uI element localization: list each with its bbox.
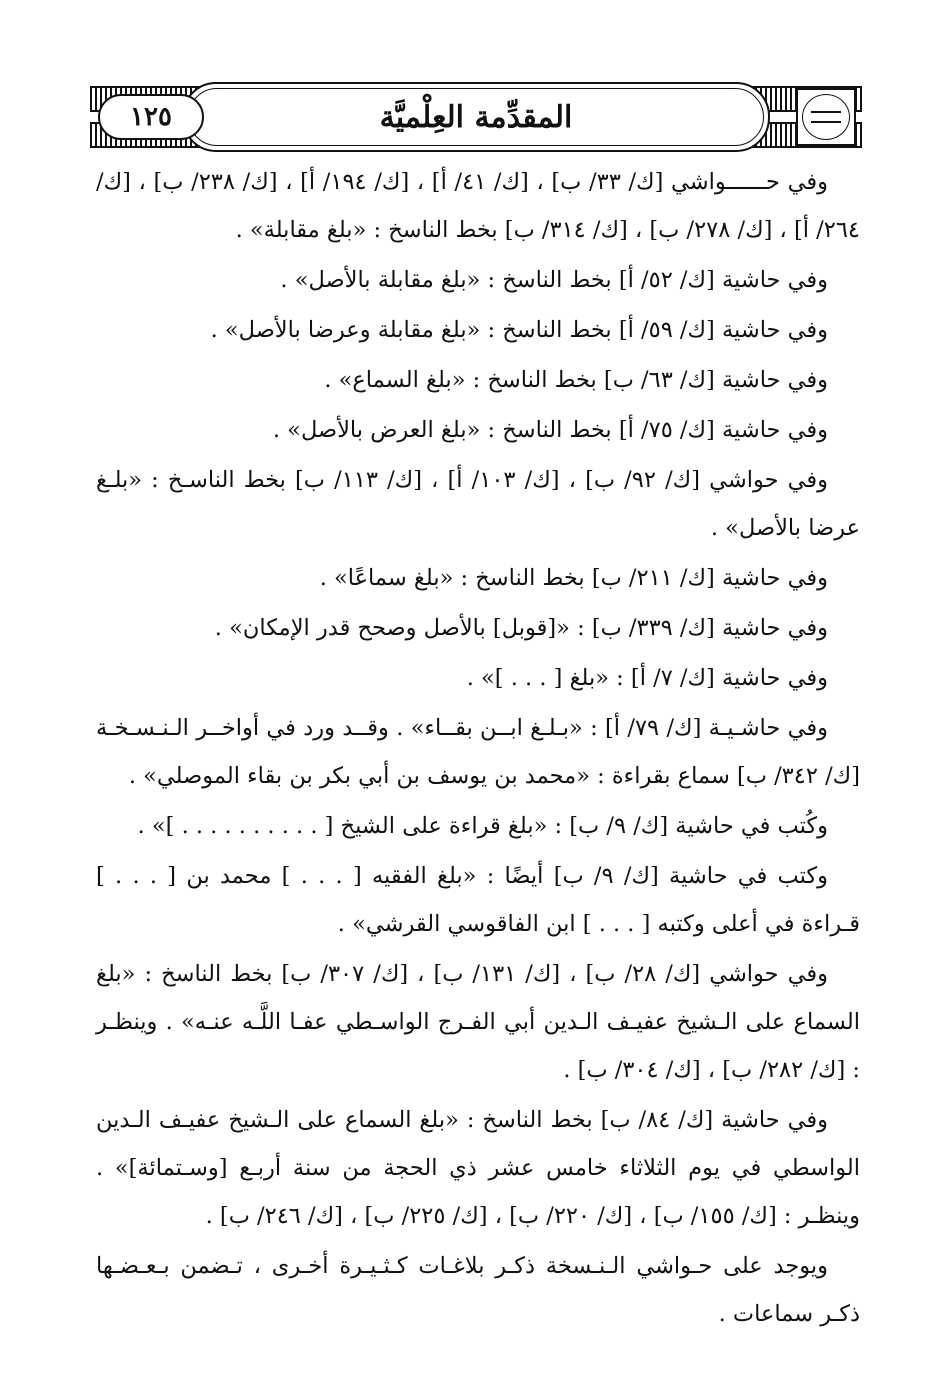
paragraph: وفي حاشـيـة [ك/ ٧٩/ أ] : «بـلـغ ابــن بقــاء» . وقــد ورد في أواخــر الـنـسـخـة [ك/ ٣٤٢/ ب] سماع بقراءة : «محمد بن يوسف بن أبي بكر بن بقاء الموصلي» .	[96, 715, 860, 789]
paragraph: وفي حــــــواشي [ك/ ٣٣/ ب] ، [ك/ ٤١/ أ] ، [ك/ ١٩٤/ أ] ، [ك/ ٢٣٨/ ب] ، [ك/ ٢٦٤/ أ] ، [ك/ ٢٧٨/ ب] ، [ك/ ٣١٤/ ب] بخط الناسخ : «بلغ مقابلة» .	[96, 169, 860, 243]
paragraph: وفي حاشية [ك/ ٦٣/ ب] بخط الناسخ : «بلغ السماع» .	[324, 367, 828, 393]
paragraph: وكتب في حاشية [ك/ ٩/ ب] أيضًا : «بلغ الفقيه [ . . . ] محمد بن [ . . . ] قـراءة في أعلى وكتبه [ . . . ] ابن الفاقوسي القرشي» .	[96, 863, 860, 937]
paragraph: وفي حاشية [ك/ ٧/ أ] : «بلغ [ . . . ]» .	[466, 665, 828, 691]
page-number: ١٢٥	[98, 94, 204, 140]
page-header	[90, 82, 862, 152]
paragraph: وفي حواشي [ك/ ٢٨/ ب] ، [ك/ ١٣١/ ب] ، [ك/ ٣٠٧/ ب] بخط الناسخ : «بلغ السماع على الـشيخ عفيـف الـدين أبي الفـرج الواسـطي عفـا اللَّـه عنـه» . وينظـر : [ك/ ٢٨٢/ ب] ، [ك/ ٣٠٤/ ب] .	[96, 961, 860, 1083]
page-title: المقدِّمة العِلْميَّة	[379, 99, 573, 135]
paragraph: وفي حاشية [ك/ ٥٢/ أ] بخط الناسخ : «بلغ مقابلة بالأصل» .	[280, 267, 828, 293]
body-text	[96, 158, 860, 1338]
paragraph: وفي حاشية [ك/ ٣٣٩/ ب] : «[قوبل] بالأصل وصحح قدر الإمكان» .	[214, 615, 828, 641]
paragraph: ويوجد على حـواشي الـنـسخة ذكـر بلاغـات كـثـيـرة أخـرى ، تـضمن بـعـضـها ذكـر سماعات .	[96, 1253, 860, 1327]
paragraph: وفي حاشية [ك/ ٥٩/ أ] بخط الناسخ : «بلغ مقابلة وعرضا بالأصل» .	[210, 317, 828, 343]
paragraph: وفي حاشية [ك/ ٧٥/ أ] بخط الناسخ : «بلغ العرض بالأصل» .	[272, 417, 828, 443]
paragraph: وفي حاشية [ك/ ٢١١/ ب] بخط الناسخ : «بلغ سماعًا» .	[319, 565, 828, 591]
paragraph: وفي حواشي [ك/ ٩٢/ ب] ، [ك/ ١٠٣/ أ] ، [ك/ ١١٣/ ب] بخط الناسـخ : «بلـغ عرضا بالأصل» .	[96, 467, 860, 541]
title-cartouche	[182, 82, 770, 152]
ornamental-seal-icon	[796, 88, 856, 146]
paragraph: وفي حاشية [ك/ ٨٤/ ب] بخط الناسخ : «بلغ السماع على الـشيخ عفيـف الـدين الواسطي في يوم الثلاثاء خامس عشر ذي الحجة من سنة أربـع [وسـتمائة]» . وينظـر : [ك/ ١٥٥/ ب] ، [ك/ ٢٢٠/ ب] ، [ك/ ٢٢٥/ ب] ، [ك/ ٢٤٦/ ب] .	[96, 1107, 860, 1229]
paragraph: وكُتب في حاشية [ك/ ٩/ ب] : «بلغ قراءة على الشيخ [ . . . . . . . . . . ]» .	[137, 813, 828, 839]
